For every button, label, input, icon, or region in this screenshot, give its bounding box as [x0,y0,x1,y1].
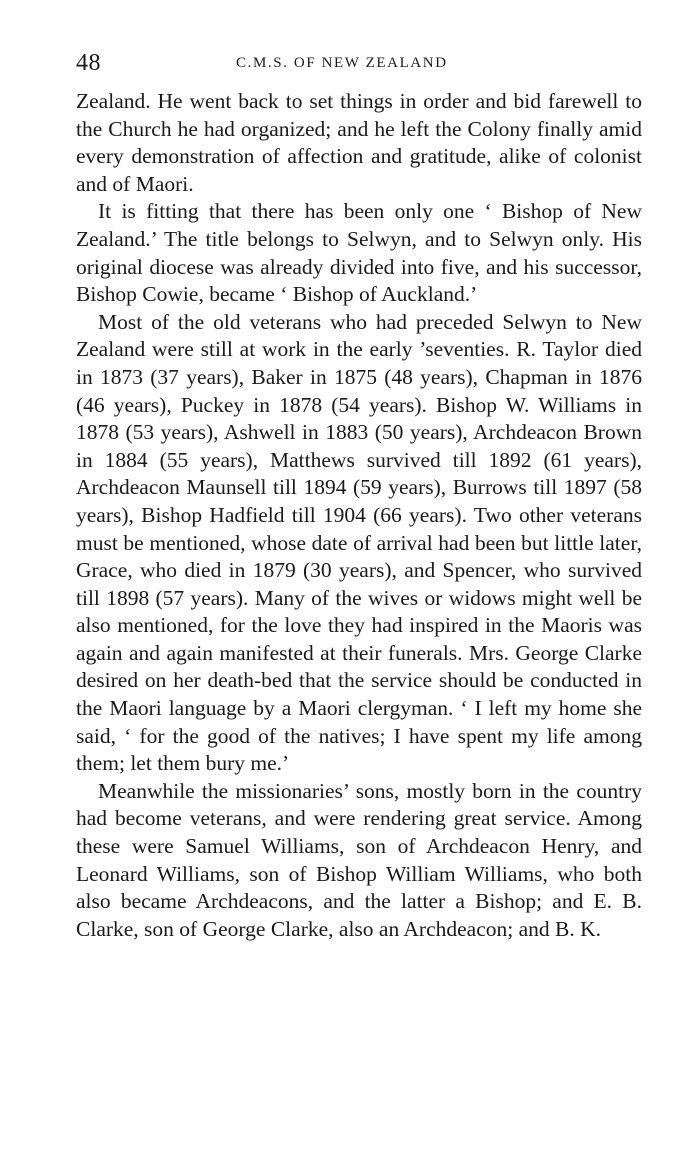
paragraph-old-veterans: Most of the old veterans who had preceded Selwyn to New Zealand were still at work in the early ’seventies. R. Taylor died in 1873 (37 years), Baker in 1875 (48 years), Chapman in 1876 (46 years), Puckey in 1878 (54 years). Bishop W. Williams in 1878 (53 years), Ashwell in 1883 (50 years), Archdeacon Brown in 1884 (55 years), Matthews survived till 1892 (61 years), Archdeacon Maunsell till 1894 (59 years), Burrows till 1897 (58 years), Bishop Hadfield till 1904 (66 years). Two other veterans must be mentioned, whose date of arrival had been but little later, Grace, who died in 1879 (30 years), and Spencer, who survived till 1898 (57 years). Many of the wives or widows might well be also mentioned, for the love they had inspired in the Maoris was again and again manifested at their funerals. Mrs. George Clarke desired on her death-bed that the service should be conducted in the Maori language by a Maori clergyman. ‘ I left my home she said, ‘ for the good of the natives; I have spent my life among them; let them bury me.’ [76,309,642,776]
running-title: C.M.S. OF NEW ZEALAND [236,55,448,71]
running-head [76,46,642,80]
paragraph-missionaries-sons: Meanwhile the missionaries’ sons, mostly born in the country had become veterans, and were rendering great service. Among these were Samuel Williams, son of Archdeacon Henry, and Leonard Williams, son of Bishop William Williams, who both also became Archdeacons, and the latter a Bishop; and E. B. Clarke, son of George Clarke, also an Archdeacon; and B. K. [76,778,642,941]
body-text [76,88,642,943]
paragraph-continuation: Zealand. He went back to set things in order and bid farewell to the Church he had organized; and he left the Colony finally amid every demonstration of affection and gratitude, alike of colonist and of Maori. [76,89,642,196]
page-number: 48 [76,50,101,76]
paragraph-bishop-of-new-zealand: It is fitting that there has been only one ‘ Bishop of New Zealand.’ The title belongs to Selwyn, and to Selwyn only. His original diocese was already divided into five, and his successor, Bishop Cowie, became ‘ Bishop of Auckland.’ [76,199,642,307]
